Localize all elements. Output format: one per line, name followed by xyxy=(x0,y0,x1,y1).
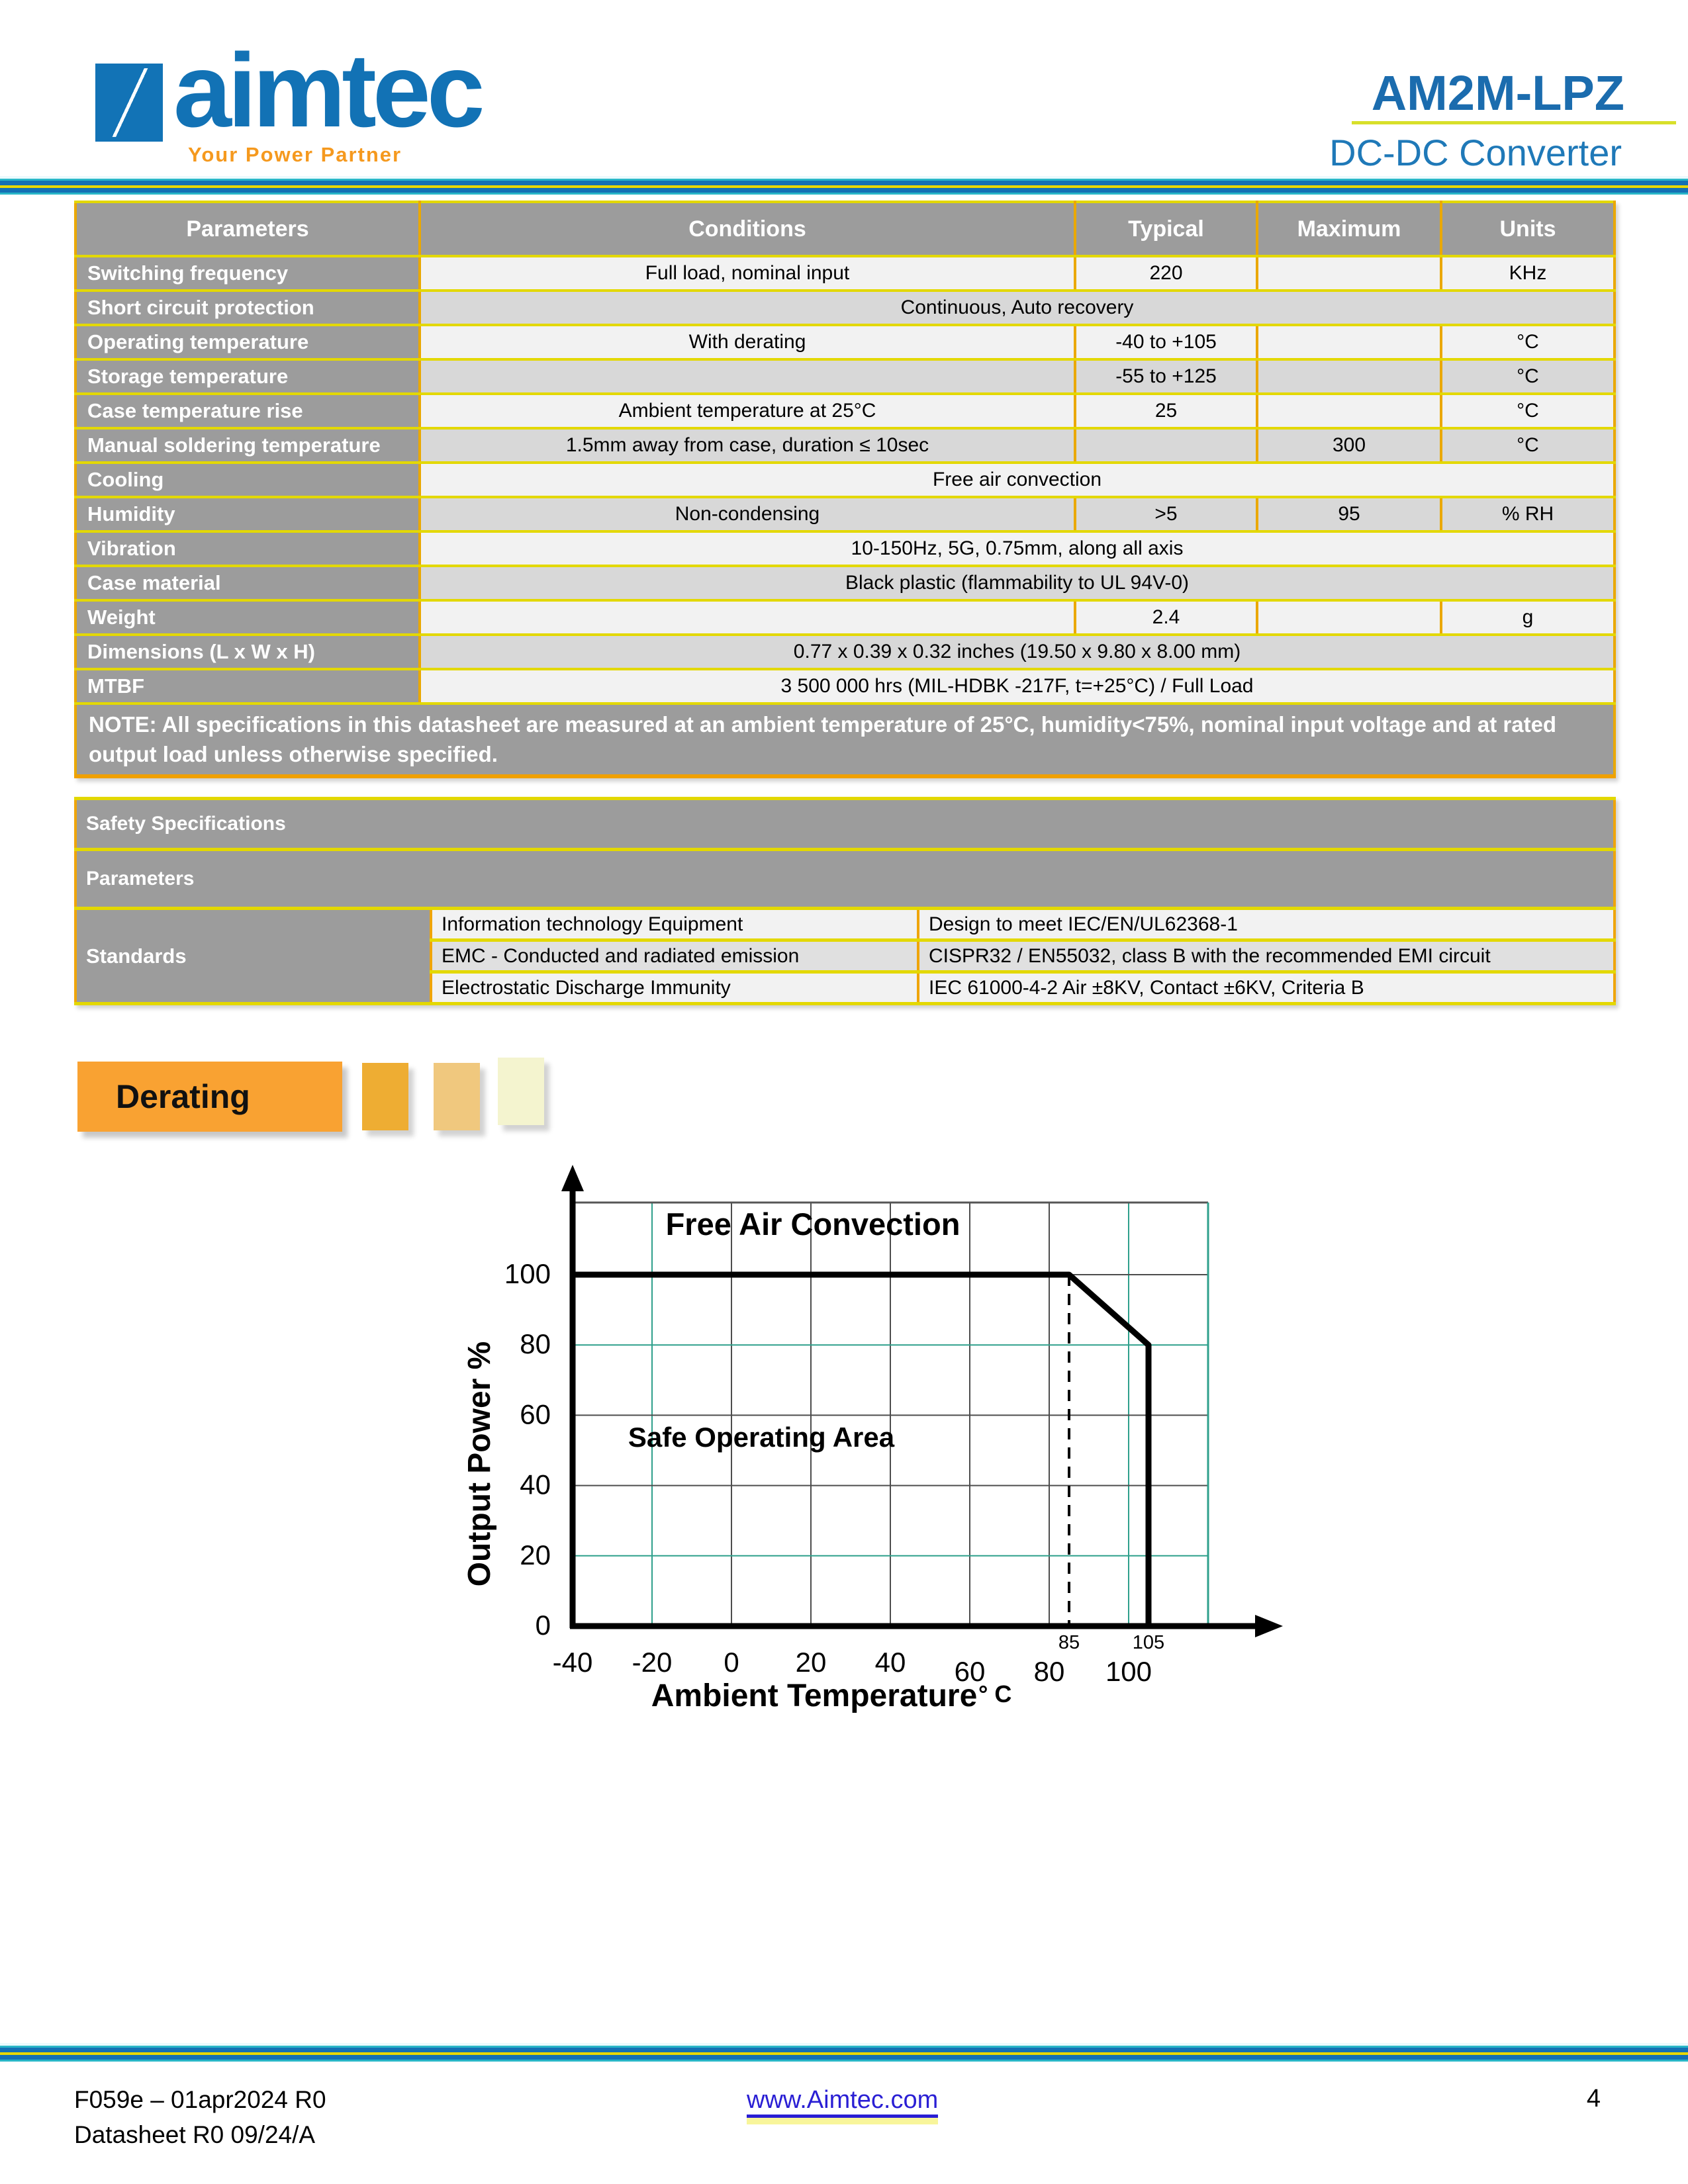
standard-name-cell: EMC - Conducted and radiated emission xyxy=(431,940,918,972)
maximum-cell: 95 xyxy=(1257,497,1441,531)
chart-gridlines xyxy=(573,1203,1208,1626)
param-cell: Operating temperature xyxy=(75,325,420,359)
spec-note: NOTE: All specifications in this datasheet are measured at an ambient temperature of 25°C, humidity<75%, nominal input voltage and at rated output load unless otherwise specified. xyxy=(75,704,1615,776)
decorative-square-pale xyxy=(498,1058,544,1125)
svg-text:80: 80 xyxy=(520,1328,551,1360)
title-underline xyxy=(1352,121,1676,124)
table-row xyxy=(75,463,1615,497)
maximum-cell xyxy=(1257,359,1441,394)
decorative-square-tan xyxy=(434,1063,480,1130)
typical-cell: 2.4 xyxy=(1075,600,1257,635)
typical-cell: >5 xyxy=(1075,497,1257,531)
standard-value-cell: CISPR32 / EN55032, class B with the recommended EMI circuit xyxy=(918,940,1615,972)
svg-text:0: 0 xyxy=(724,1647,739,1678)
maximum-cell: 300 xyxy=(1257,428,1441,463)
standard-name-cell: Information technology Equipment xyxy=(431,909,918,940)
param-cell: Dimensions (L x W x H) xyxy=(75,635,420,669)
y-axis-label: Output Power % xyxy=(462,1341,497,1587)
chart-title: Free Air Convection xyxy=(665,1206,961,1242)
typical-cell: 25 xyxy=(1075,394,1257,428)
product-title: AM2M-LPZ xyxy=(1371,66,1624,120)
x-axis-unit: ° C xyxy=(978,1680,1012,1707)
table-row xyxy=(75,909,1615,940)
product-subtitle: DC-DC Converter xyxy=(1329,132,1622,173)
maximum-cell xyxy=(1257,325,1441,359)
svg-text:80: 80 xyxy=(1033,1656,1065,1687)
svg-text:40: 40 xyxy=(520,1469,551,1500)
condition-cell: With derating xyxy=(420,325,1075,359)
units-cell: KHz xyxy=(1441,256,1615,291)
svg-text:-40: -40 xyxy=(552,1647,593,1678)
col-header-parameters: Parameters xyxy=(75,202,420,256)
chart-tick-labels xyxy=(504,1258,1164,1687)
col-header-typical: Typical xyxy=(1075,202,1257,256)
standard-name-cell: Electrostatic Discharge Immunity xyxy=(431,972,918,1004)
condition-cell: 1.5mm away from case, duration ≤ 10sec xyxy=(420,428,1075,463)
typical-cell: -55 to +125 xyxy=(1075,359,1257,394)
table-row xyxy=(75,600,1615,635)
col-header-units: Units xyxy=(1441,202,1615,256)
table-row xyxy=(75,635,1615,669)
spec-header-row xyxy=(75,202,1615,256)
param-cell: Case temperature rise xyxy=(75,394,420,428)
derating-title: Derating xyxy=(116,1078,250,1115)
chart-annotation: Safe Operating Area xyxy=(628,1422,895,1453)
condition-cell xyxy=(420,600,1075,635)
typical-cell: -40 to +105 xyxy=(1075,325,1257,359)
footer-page-number: 4 xyxy=(1586,2085,1601,2113)
span-cell: 3 500 000 hrs (MIL-HDBK -217F, t=+25°C) / Full Load xyxy=(420,669,1615,704)
param-cell: Cooling xyxy=(75,463,420,497)
table-row xyxy=(75,256,1615,291)
condition-cell: Ambient temperature at 25°C xyxy=(420,394,1075,428)
span-cell: Free air convection xyxy=(420,463,1615,497)
table-row xyxy=(75,531,1615,566)
safety-table xyxy=(74,797,1616,1005)
table-row xyxy=(75,566,1615,600)
typical-cell xyxy=(1075,428,1257,463)
span-cell: Black plastic (flammability to UL 94V-0) xyxy=(420,566,1615,600)
table-row xyxy=(75,325,1615,359)
condition-cell: Full load, nominal input xyxy=(420,256,1075,291)
param-cell: Storage temperature xyxy=(75,359,420,394)
param-cell: Weight xyxy=(75,600,420,635)
header-separator xyxy=(0,176,1688,195)
maximum-cell xyxy=(1257,394,1441,428)
table-row xyxy=(75,291,1615,325)
aimtec-logo-text: aimtec xyxy=(173,32,481,149)
logo-tagline: Your Power Partner xyxy=(188,143,402,166)
condition-cell xyxy=(420,359,1075,394)
units-cell: g xyxy=(1441,600,1615,635)
spec-table xyxy=(74,201,1616,778)
svg-text:20: 20 xyxy=(520,1539,551,1570)
svg-text:60: 60 xyxy=(520,1398,551,1430)
derating-section-header xyxy=(77,1062,342,1132)
y-axis-arrow xyxy=(561,1165,584,1191)
svg-text:105: 105 xyxy=(1132,1632,1165,1653)
footer-doc-rev: Datasheet R0 09/24/A xyxy=(74,2121,316,2148)
param-cell: Vibration xyxy=(75,531,420,566)
param-cell: Manual soldering temperature xyxy=(75,428,420,463)
svg-text:40: 40 xyxy=(874,1647,906,1678)
col-header-maximum: Maximum xyxy=(1257,202,1441,256)
svg-text:100: 100 xyxy=(504,1258,551,1289)
x-axis-label: Ambient Temperature xyxy=(651,1678,978,1713)
units-cell: % RH xyxy=(1441,497,1615,531)
decorative-square-orange xyxy=(362,1063,408,1130)
param-cell: Humidity xyxy=(75,497,420,531)
derating-chart xyxy=(397,1145,1324,1774)
safety-subheader-row xyxy=(75,850,1615,909)
table-row xyxy=(75,394,1615,428)
maximum-cell xyxy=(1257,600,1441,635)
units-cell: °C xyxy=(1441,394,1615,428)
units-cell: °C xyxy=(1441,359,1615,394)
svg-text:85: 85 xyxy=(1058,1632,1080,1653)
standard-value-cell: Design to meet IEC/EN/UL62368-1 xyxy=(918,909,1615,940)
col-header-conditions: Conditions xyxy=(420,202,1075,256)
safety-title-row xyxy=(75,799,1615,850)
aimtec-logo-icon xyxy=(95,64,163,142)
standard-value-cell: IEC 61000-4-2 Air ±8KV, Contact ±6KV, Criteria B xyxy=(918,972,1615,1004)
svg-text:-20: -20 xyxy=(632,1647,673,1678)
note-row xyxy=(75,704,1615,776)
span-cell: Continuous, Auto recovery xyxy=(420,291,1615,325)
table-row xyxy=(75,669,1615,704)
svg-text:60: 60 xyxy=(954,1656,986,1687)
typical-cell: 220 xyxy=(1075,256,1257,291)
x-axis-arrow xyxy=(1255,1615,1283,1637)
param-cell: Switching frequency xyxy=(75,256,420,291)
footer-doc-ref: F059e – 01apr2024 R0 xyxy=(74,2086,326,2113)
units-cell: °C xyxy=(1441,325,1615,359)
standards-label-cell: Standards xyxy=(75,909,431,1004)
safety-title: Safety Specifications xyxy=(75,799,1615,850)
param-cell: MTBF xyxy=(75,669,420,704)
param-cell: Short circuit protection xyxy=(75,291,420,325)
span-cell: 10-150Hz, 5G, 0.75mm, along all axis xyxy=(420,531,1615,566)
footer-separator xyxy=(0,2043,1688,2062)
footer-website-link[interactable]: www.Aimtec.com xyxy=(747,2086,938,2118)
span-cell: 0.77 x 0.39 x 0.32 inches (19.50 x 9.80 x 8.00 mm) xyxy=(420,635,1615,669)
maximum-cell xyxy=(1257,256,1441,291)
svg-text:20: 20 xyxy=(795,1647,827,1678)
safety-subheader: Parameters xyxy=(75,850,1615,909)
svg-text:100: 100 xyxy=(1105,1656,1152,1687)
svg-text:0: 0 xyxy=(535,1610,551,1641)
table-row xyxy=(75,497,1615,531)
table-row xyxy=(75,428,1615,463)
param-cell: Case material xyxy=(75,566,420,600)
condition-cell: Non-condensing xyxy=(420,497,1075,531)
table-row xyxy=(75,359,1615,394)
units-cell: °C xyxy=(1441,428,1615,463)
